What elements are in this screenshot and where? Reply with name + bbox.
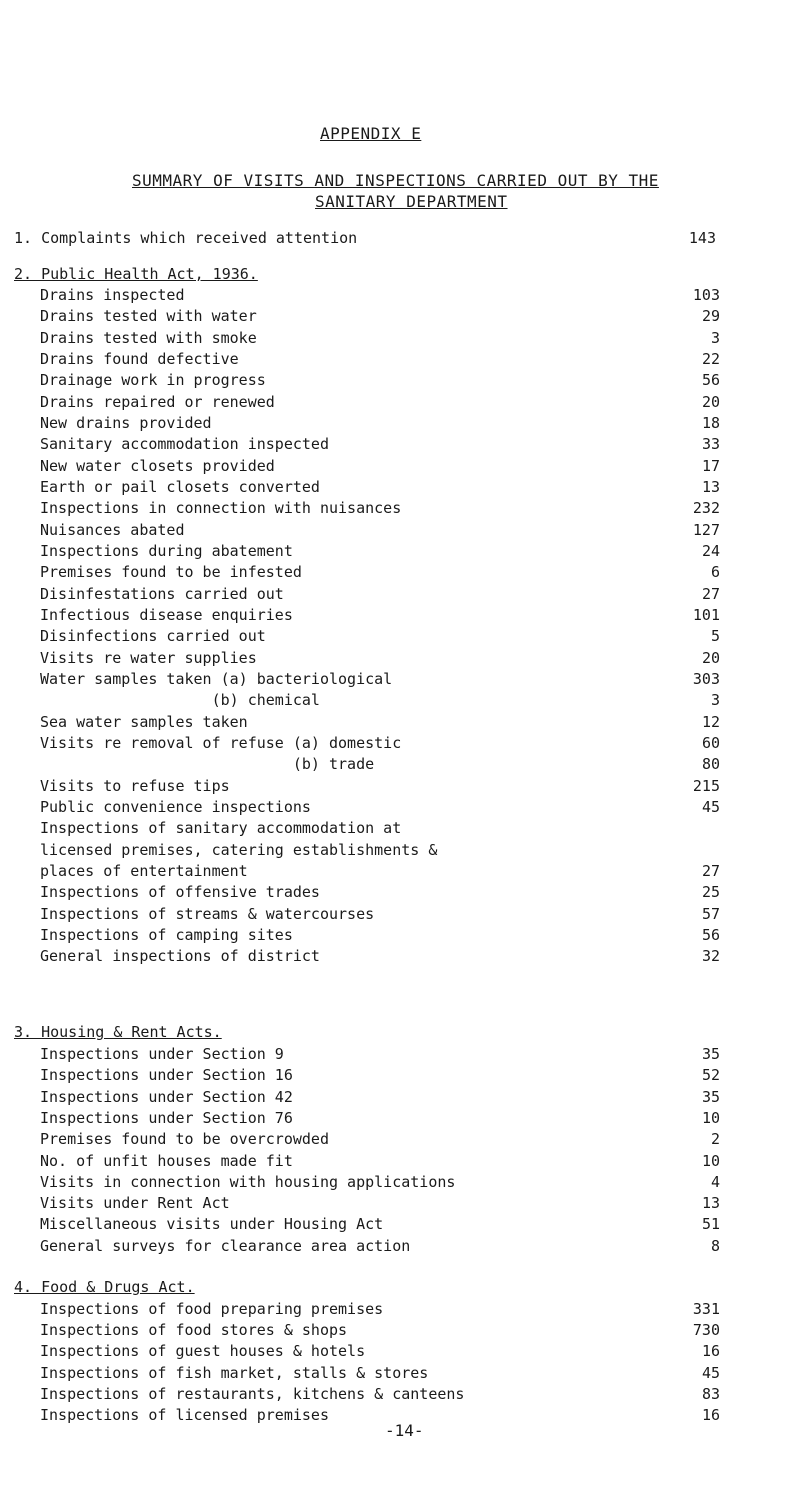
item-label: Earth or pail closets converted — [40, 477, 320, 496]
item-value: 29 — [701, 307, 720, 326]
list-item — [40, 476, 720, 498]
item-value: 20 — [701, 648, 720, 667]
item-value: 13 — [701, 477, 720, 496]
item-value: 60 — [701, 733, 720, 752]
item-label: Inspections of restaurants, kitchens & canteens — [40, 1384, 465, 1403]
item-label: Sanitary accommodation inspected — [40, 435, 329, 454]
list-item — [40, 839, 720, 861]
item-value: 56 — [701, 925, 720, 944]
item-value: 12 — [701, 712, 720, 731]
item-value: 22 — [701, 349, 720, 368]
item-label: Inspections under Section 42 — [40, 1087, 293, 1106]
item-value: 16 — [701, 1406, 720, 1424]
item-value: 3 — [710, 328, 720, 347]
item-value: 303 — [692, 669, 720, 688]
item-value: 10 — [701, 1151, 720, 1170]
list-item — [40, 391, 720, 413]
item-label: Water samples taken (a) bacteriological — [40, 669, 393, 688]
list-item — [40, 689, 720, 711]
item-value: 32 — [701, 947, 720, 966]
item-value: 331 — [692, 1300, 720, 1318]
item-label: Disinfections carried out — [40, 627, 266, 646]
appendix-heading: APPENDIX E — [320, 124, 422, 143]
list-item — [40, 753, 720, 775]
item-value: 215 — [692, 776, 720, 795]
section2-title — [14, 263, 694, 285]
item-label: Infectious disease enquiries — [40, 605, 293, 624]
item-value: 18 — [701, 413, 720, 432]
complaints-label: 1. Complaints which received attention — [14, 229, 358, 247]
item-value: 101 — [692, 605, 720, 624]
item-label: Public convenience inspections — [40, 797, 311, 816]
list-item — [40, 1319, 720, 1341]
item-label: Drains tested with smoke — [40, 328, 257, 347]
page-number: -14- — [385, 1421, 424, 1440]
list-item — [40, 668, 720, 690]
list-item — [40, 604, 720, 626]
item-label: Inspections of camping sites — [40, 925, 293, 944]
item-label: Visits re water supplies — [40, 648, 257, 667]
list-item — [40, 1383, 720, 1405]
item-value: 45 — [701, 797, 720, 816]
item-label: (b) trade — [40, 755, 375, 774]
item-value: 27 — [701, 584, 720, 603]
list-item — [40, 711, 720, 733]
complaints-value: 143 — [688, 229, 716, 247]
list-item — [40, 1213, 720, 1235]
list-item — [40, 796, 720, 818]
item-label: Inspections under Section 76 — [40, 1108, 293, 1127]
list-item — [40, 305, 720, 327]
item-value: 25 — [701, 883, 720, 902]
list-item — [40, 497, 720, 519]
item-value: 20 — [701, 392, 720, 411]
item-value: 35 — [701, 1087, 720, 1106]
item-label: Inspections of streams & watercourses — [40, 904, 375, 923]
list-item — [40, 1086, 720, 1108]
item-label: Inspections of sanitary accommodation at — [40, 819, 402, 838]
list-item — [40, 647, 720, 669]
item-label: Visits in connection with housing applications — [40, 1172, 456, 1191]
item-label: places of entertainment — [40, 861, 248, 880]
item-value: 52 — [701, 1066, 720, 1085]
list-item — [40, 561, 720, 583]
list-item — [40, 348, 720, 370]
list-item — [40, 1235, 720, 1257]
item-value: 13 — [701, 1194, 720, 1213]
item-value: 6 — [710, 563, 720, 582]
item-value: 103 — [692, 286, 720, 304]
item-value: 45 — [701, 1363, 720, 1382]
section3-title — [14, 1021, 694, 1043]
list-item — [40, 412, 720, 434]
item-label: licensed premises, catering establishments & — [40, 840, 438, 859]
list-item — [40, 540, 720, 562]
item-value: 83 — [701, 1384, 720, 1403]
list-item — [40, 284, 720, 306]
list-item — [40, 1171, 720, 1193]
item-label: Inspections under Section 16 — [40, 1066, 293, 1085]
item-label: Drains repaired or renewed — [40, 392, 275, 411]
list-item — [40, 1362, 720, 1384]
item-label: Disinfestations carried out — [40, 584, 284, 603]
item-label: Visits to refuse tips — [40, 776, 230, 795]
item-label: Inspections of licensed premises — [40, 1406, 329, 1424]
item-label: No. of unfit houses made fit — [40, 1151, 293, 1170]
list-item — [40, 775, 720, 797]
item-value: 16 — [701, 1342, 720, 1361]
item-label: Drains tested with water — [40, 307, 257, 326]
list-item — [40, 1150, 720, 1172]
list-item — [40, 327, 720, 349]
item-value: 5 — [710, 627, 720, 646]
item-value: 8 — [710, 1236, 720, 1255]
item-value: 3 — [710, 691, 720, 710]
item-label: Sea water samples taken — [40, 712, 248, 731]
item-value: 27 — [701, 861, 720, 880]
complaints-row — [14, 227, 716, 249]
item-value: 2 — [710, 1130, 720, 1149]
item-label: Inspections of food preparing premises — [40, 1300, 384, 1318]
item-label: Premises found to be infested — [40, 563, 302, 582]
summary-heading-line2: SANITARY DEPARTMENT — [315, 192, 508, 211]
list-item — [40, 817, 720, 839]
list-item — [40, 1340, 720, 1362]
list-item — [40, 625, 720, 647]
section4-title — [14, 1276, 694, 1298]
list-item — [40, 860, 720, 882]
item-label: Nuisances abated — [40, 520, 185, 539]
list-item — [40, 732, 720, 754]
item-value: 4 — [710, 1172, 720, 1191]
list-item — [40, 1192, 720, 1214]
item-label: Inspections during abatement — [40, 541, 293, 560]
list-item — [40, 519, 720, 541]
list-item — [40, 433, 720, 455]
list-item — [40, 1043, 720, 1065]
section-title: 3. Housing & Rent Acts. — [14, 1023, 222, 1041]
list-item — [40, 903, 720, 925]
item-label: Inspections of fish market, stalls & stores — [40, 1363, 429, 1382]
list-item — [40, 1064, 720, 1086]
item-label: Drainage work in progress — [40, 371, 266, 390]
item-value: 127 — [692, 520, 720, 539]
summary-heading-line1: SUMMARY OF VISITS AND INSPECTIONS CARRIED OUT BY THE — [132, 171, 659, 190]
item-value: 57 — [701, 904, 720, 923]
list-item — [40, 1298, 720, 1320]
item-value: 80 — [701, 755, 720, 774]
item-label: Premises found to be overcrowded — [40, 1130, 329, 1149]
list-item — [40, 1404, 720, 1426]
list-item — [40, 945, 720, 967]
item-label: Inspections of food stores & shops — [40, 1321, 348, 1340]
item-value: 232 — [692, 499, 720, 518]
item-label: Inspections of guest houses & hotels — [40, 1342, 366, 1361]
item-label: (b) chemical — [40, 691, 320, 710]
item-label: General inspections of district — [40, 947, 320, 966]
list-item — [40, 1128, 720, 1150]
item-value: 33 — [701, 435, 720, 454]
item-label: Visits under Rent Act — [40, 1194, 230, 1213]
list-item — [40, 1107, 720, 1129]
list-item — [40, 369, 720, 391]
item-value: 730 — [692, 1321, 720, 1340]
item-label: Drains found defective — [40, 349, 239, 368]
item-label: Miscellaneous visits under Housing Act — [40, 1215, 384, 1234]
item-value: 56 — [701, 371, 720, 390]
item-label: Inspections of offensive trades — [40, 883, 320, 902]
item-label: Drains inspected — [40, 286, 185, 304]
list-item — [40, 583, 720, 605]
list-item — [40, 924, 720, 946]
item-label: Inspections under Section 9 — [40, 1045, 284, 1063]
item-label: General surveys for clearance area action — [40, 1236, 411, 1255]
item-value: 17 — [701, 456, 720, 475]
item-value: 35 — [701, 1045, 720, 1063]
section-title: 2. Public Health Act, 1936. — [14, 265, 258, 283]
item-label: Inspections in connection with nuisances — [40, 499, 402, 518]
section-title: 4. Food & Drugs Act. — [14, 1278, 195, 1296]
list-item — [40, 455, 720, 477]
item-value: 51 — [701, 1215, 720, 1234]
item-label: New water closets provided — [40, 456, 275, 475]
list-item — [40, 881, 720, 903]
item-label: Visits re removal of refuse (a) domestic — [40, 733, 402, 752]
item-value: 10 — [701, 1108, 720, 1127]
item-label: New drains provided — [40, 413, 212, 432]
item-value: 24 — [701, 541, 720, 560]
